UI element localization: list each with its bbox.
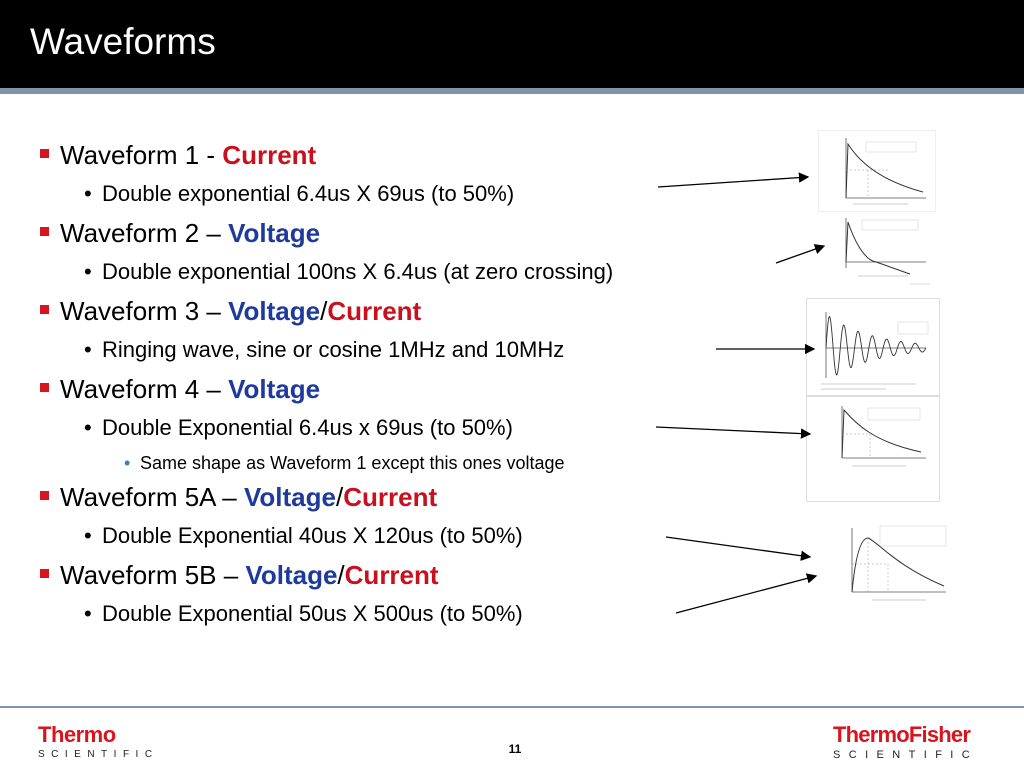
page-number: 11 (508, 742, 522, 756)
highlight-current: Current (327, 296, 422, 326)
sub-bullet-text: Double exponential 6.4us X 69us (to 50%) (102, 181, 515, 206)
highlight-voltage: Voltage (228, 296, 321, 326)
dot-bullet-icon: • (84, 259, 92, 284)
arrow-4 (656, 427, 810, 434)
sub-bullet-text: Double Exponential 6.4us x 69us (to 50%) (102, 415, 513, 440)
bullet-label: Waveform 1 - (60, 140, 223, 170)
bullet-label: Waveform 2 – (60, 218, 229, 248)
separator: / (320, 296, 328, 326)
sub-bullet-text: Double exponential 100ns X 6.4us (at zero crossing) (102, 259, 614, 284)
slide-title: Waveforms (30, 21, 216, 62)
dot-bullet-icon: • (124, 453, 131, 473)
highlight-voltage: Voltage (244, 482, 336, 512)
thermofisher-scientific-logo (833, 722, 978, 761)
highlight-voltage: Voltage (228, 374, 321, 404)
sub-bullet-text: Double Exponential 50us X 500us (to 50%) (102, 601, 523, 626)
dot-bullet-icon: • (84, 337, 92, 362)
bullet-label: Waveform 5A – (60, 482, 244, 512)
logo-sub: SCIENTIFIC (38, 749, 159, 760)
arrow-5 (666, 537, 810, 557)
logo-brand: Thermo (38, 722, 116, 747)
sub-bullet-text: Ringing wave, sine or cosine 1MHz and 10MHz (102, 337, 565, 362)
highlight-current: Current (343, 482, 438, 512)
logo-brand: ThermoFisher (833, 722, 971, 747)
arrow-1 (658, 177, 808, 187)
bullet-label: Waveform 3 – (60, 296, 229, 326)
logo-sub: SCIENTIFIC (833, 749, 979, 761)
highlight-current: Current (344, 560, 439, 590)
bullet-label: Waveform 5B – (60, 560, 246, 590)
arrow-2 (776, 246, 824, 263)
arrow-6 (676, 576, 816, 613)
bullet-label: Waveform 4 – (60, 374, 229, 404)
sub-sub-bullet-text: Same shape as Waveform 1 except this ones voltage (140, 453, 565, 473)
sub-bullet-text: Double Exponential 40us X 120us (to 50%) (102, 523, 523, 548)
highlight-voltage: Voltage (228, 218, 321, 248)
dot-bullet-icon: • (84, 415, 92, 440)
dot-bullet-icon: • (84, 181, 92, 206)
dot-bullet-icon: • (84, 523, 92, 548)
dot-bullet-icon: • (84, 601, 92, 626)
separator: / (337, 560, 345, 590)
footer-divider (0, 706, 1024, 708)
separator: / (335, 482, 344, 512)
highlight-current: Current (222, 140, 317, 170)
thermo-scientific-logo (38, 722, 159, 760)
highlight-voltage: Voltage (245, 560, 338, 590)
